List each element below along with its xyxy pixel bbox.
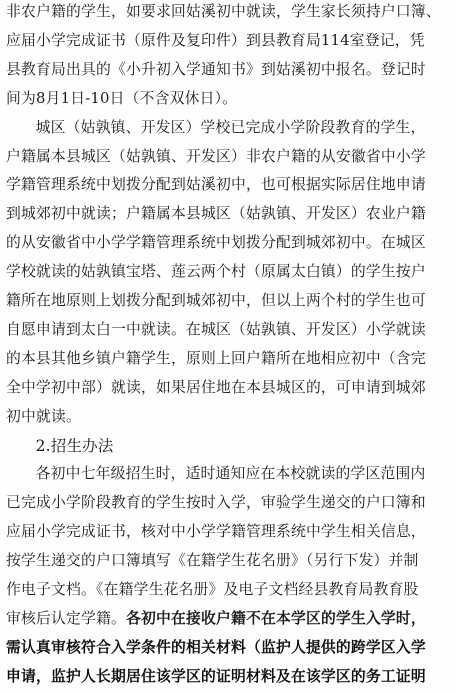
text-line: 申请，监护人长期居住该学区的证明材料及在该学区的务工证明 — [6, 667, 426, 685]
text-line: 城区（姑孰镇、开发区）学校已完成小学阶段教育的学生， — [35, 118, 426, 136]
text-line: 应届小学完成证书（原件及复印件）到县教育局114室登记，凭 — [6, 31, 425, 49]
text-line: 学校就读的姑孰镇宝塔、莲云两个村（原属太白镇）的学生按户 — [6, 263, 426, 281]
text-line: 的本县其他乡镇户籍学生，原则上回户籍所在地相应初中（含完 — [6, 349, 426, 367]
emphasized-text-segment: 各初中在接收户籍不在本学区的学生入学时， — [125, 609, 426, 627]
text-line: 学籍管理系统中划拨分配到姑溪初中，也可根据实际居住地申请 — [6, 176, 426, 194]
text-line: 应届小学完成证书，核对中小学学籍管理系统中学生相关信息， — [6, 523, 426, 541]
text-line: 各初中七年级招生时，适时通知应在本校就读的学区范围内 — [35, 465, 426, 483]
text-line: 到城郊初中就读；户籍属本县城区（姑孰镇、开发区）农业户籍 — [6, 205, 426, 223]
text-line: 作电子文档。《在籍学生花名册》及电子文档经县教育局教育股 — [6, 581, 419, 598]
text-line: 籍所在地原则上划拨分配到城郊初中，但以上两个村的学生也可 — [6, 292, 426, 309]
text-line — [6, 607, 456, 631]
text-line: 按学生递交的户口簿填写《在籍学生花名册》（另行下发）并制 — [6, 552, 419, 570]
text-line: 非农户籍的学生，如要求回姑溪初中就读，学生家长须持户口簿、 — [6, 3, 441, 20]
text-line: 自愿申请到太白一中就读。在城区（姑孰镇、开发区）小学就读 — [6, 320, 426, 338]
text-line: 间为8月1日-10日（不含双休日）。 — [6, 89, 238, 107]
text-line: 全中学初中部）就读，如果居住地在本县城区的，可申请到城郊 — [6, 378, 426, 396]
text-line: 县教育局出具的《小升初入学通知书》到姑溪初中报名。登记时 — [6, 60, 426, 78]
text-segment: 审核后认定学籍。 — [6, 609, 126, 627]
text-line: 的从安徽省中小学学籍管理系统中划拨分配到城郊初中。在城区 — [6, 234, 426, 252]
text-line: 需认真审核符合入学条件的相关材料（监护人提供的跨学区入学 — [6, 638, 426, 656]
section-heading: 2.招生办法 — [35, 436, 114, 455]
text-line: 初中就读。 — [6, 407, 81, 425]
text-line: 户籍属本县城区（姑孰镇、开发区）非农户籍的从安徽省中小学 — [6, 147, 426, 165]
text-line: 已完成小学阶段教育的学生按时入学，审验学生递交的户口簿和 — [6, 494, 426, 512]
